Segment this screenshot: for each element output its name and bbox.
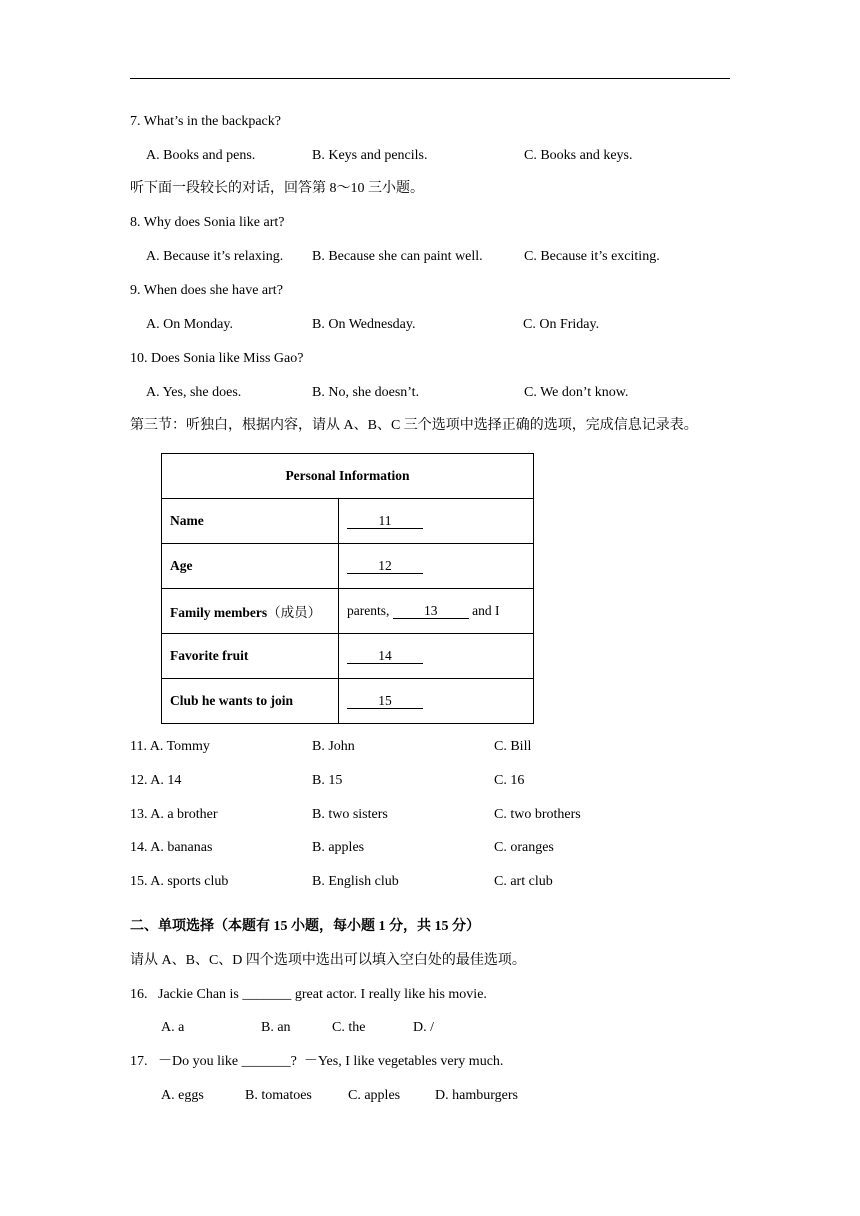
q9-option-b: B. On Wednesday. xyxy=(312,317,416,332)
q17-option-c: C. apples xyxy=(348,1088,401,1103)
prefix-text: parents, xyxy=(347,603,393,618)
row-value xyxy=(339,544,534,589)
q16-option-b: B. an xyxy=(261,1020,291,1035)
question-16: 16. Jackie Chan is _______ great actor. I really like his movie. xyxy=(130,987,487,1002)
question-17: 17. －Do you like _______? －Yes, I like vegetables very much. xyxy=(130,1054,504,1069)
suffix-text: and I xyxy=(468,603,500,618)
q12-option-b: B. 15 xyxy=(312,773,343,788)
q13-option-c: C. two brothers xyxy=(494,807,581,822)
question-9: 9. When does she have art? xyxy=(130,283,283,298)
q8-option-b: B. Because she can paint well. xyxy=(312,249,483,264)
q7-option-c: C. Books and keys. xyxy=(524,148,633,163)
q16-option-c: C. the xyxy=(332,1020,366,1035)
blank-14: 14 xyxy=(347,649,423,664)
q10-option-b: B. No, she doesn’t. xyxy=(312,385,420,400)
instruction-8-10: 听下面一段较长的对话，回答第 8～10 三小题。 xyxy=(130,181,424,196)
q13-option-a: 13. A. a brother xyxy=(130,807,218,822)
row-value xyxy=(339,634,534,679)
q7-option-b: B. Keys and pencils. xyxy=(312,148,428,163)
row-label: Club he wants to join xyxy=(162,679,339,724)
table-row xyxy=(162,679,534,724)
q14-option-b: B. apples xyxy=(312,840,365,855)
q11-option-a: 11. A. Tommy xyxy=(130,739,210,754)
q16-option-a: A. a xyxy=(161,1020,185,1035)
section-3-instruction: 第三节：听独白，根据内容，请从 A、B、C 三个选项中选择正确的选项，完成信息记录表。 xyxy=(130,418,698,433)
q15-option-a: 15. A. sports club xyxy=(130,874,229,889)
table-row xyxy=(162,499,534,544)
blank-12: 12 xyxy=(347,559,423,574)
q10-option-a: A. Yes, she does. xyxy=(146,385,242,400)
header-rule xyxy=(130,78,730,79)
q15-option-b: B. English club xyxy=(312,874,399,889)
q16-option-d: D. / xyxy=(413,1020,434,1035)
q8-option-a: A. Because it’s relaxing. xyxy=(146,249,284,264)
question-8: 8. Why does Sonia like art? xyxy=(130,215,285,230)
q10-option-c: C. We don’t know. xyxy=(524,385,629,400)
q17-option-b: B. tomatoes xyxy=(245,1088,312,1103)
row-label: Age xyxy=(162,544,339,589)
table-title: Personal Information xyxy=(162,454,534,499)
row-value xyxy=(339,679,534,724)
question-10: 10. Does Sonia like Miss Gao? xyxy=(130,351,304,366)
row-label: Name xyxy=(162,499,339,544)
q15-option-c: C. art club xyxy=(494,874,553,889)
q17-option-a: A. eggs xyxy=(161,1088,204,1103)
q11-option-b: B. John xyxy=(312,739,355,754)
label-note: （成员） xyxy=(267,605,322,620)
personal-information-table xyxy=(161,453,534,724)
blank-15: 15 xyxy=(347,694,423,709)
row-label: Family members（成员） xyxy=(162,589,339,634)
table-row xyxy=(162,589,534,634)
row-value xyxy=(339,499,534,544)
row-label: Favorite fruit xyxy=(162,634,339,679)
blank-11: 11 xyxy=(347,514,423,529)
q17-option-d: D. hamburgers xyxy=(435,1088,518,1103)
part-2-heading: 二、单项选择（本题有 15 小题，每小题 1 分，共 15 分） xyxy=(130,919,480,934)
q14-option-c: C. oranges xyxy=(494,840,554,855)
q13-option-b: B. two sisters xyxy=(312,807,388,822)
q12-option-a: 12. A. 14 xyxy=(130,773,182,788)
q14-option-a: 14. A. bananas xyxy=(130,840,213,855)
q9-option-c: C. On Friday. xyxy=(523,317,600,332)
q9-option-a: A. On Monday. xyxy=(146,317,233,332)
question-7: 7. What’s in the backpack? xyxy=(130,114,281,129)
q12-option-c: C. 16 xyxy=(494,773,525,788)
q8-option-c: C. Because it’s exciting. xyxy=(524,249,660,264)
part-2-instruction: 请从 A、B、C、D 四个选项中选出可以填入空白处的最佳选项。 xyxy=(130,953,526,968)
q11-option-c: C. Bill xyxy=(494,739,532,754)
table-row xyxy=(162,544,534,589)
q7-option-a: A. Books and pens. xyxy=(146,148,256,163)
blank-13: 13 xyxy=(393,604,469,619)
table-row xyxy=(162,634,534,679)
row-value xyxy=(339,589,534,634)
